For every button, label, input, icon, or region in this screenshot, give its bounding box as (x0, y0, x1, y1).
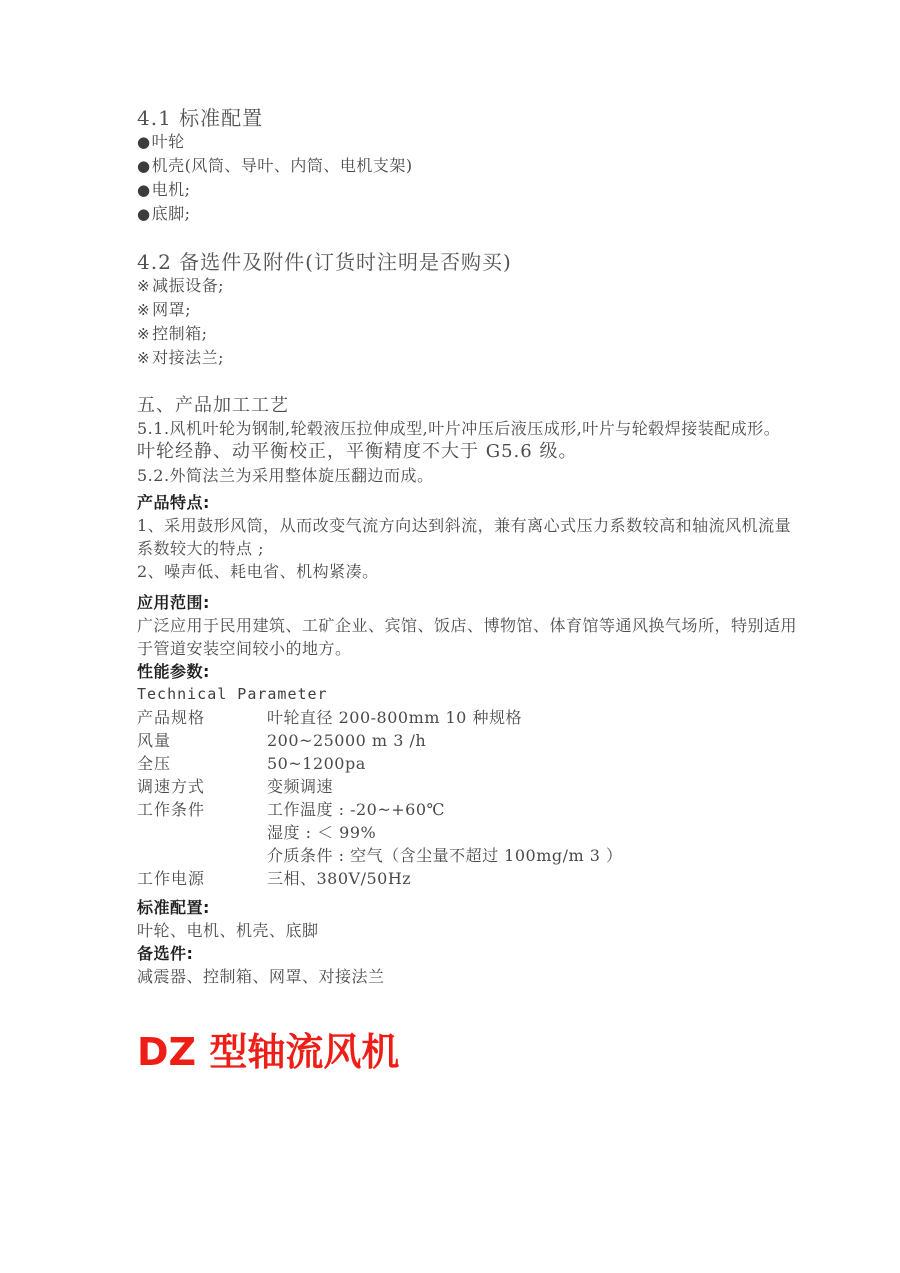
optional-parts-content: 减震器、控制箱、网罩、对接法兰 (137, 967, 385, 986)
param-label: 全压 (137, 754, 172, 773)
bullet-dot-icon: ● (137, 205, 151, 223)
bullet-dot-icon: ● (137, 157, 151, 175)
table-row (137, 706, 782, 729)
optional-parts-heading: 备选件: (137, 944, 194, 963)
param-label: 产品规格 (137, 708, 206, 727)
param-value: 变频调速 (267, 777, 334, 796)
paragraph-5-2: 5.2.外简法兰为采用整体旋压翻边而成。 (137, 466, 434, 485)
parameters-subheading: Technical Parameter (137, 685, 328, 703)
reference-mark-icon: ※ (137, 349, 151, 367)
document-content (137, 106, 798, 1074)
reference-mark-icon: ※ (137, 325, 151, 343)
section-42-heading: 4.2 备选件及附件(订货时注明是否购买) (137, 250, 512, 274)
application-line: 于管道安装空间较小的地方。 (137, 639, 352, 658)
list-item (137, 202, 782, 226)
list-item-label: 控制箱; (152, 324, 208, 343)
list-item-label: 电机; (151, 180, 191, 199)
bullet-dot-icon: ● (137, 181, 151, 199)
parameters-heading: 性能参数: (137, 662, 210, 681)
reference-mark-icon: ※ (137, 301, 151, 319)
param-value: 三相、380V/50Hz (267, 869, 412, 888)
param-label (137, 821, 267, 844)
table-row (137, 752, 782, 775)
bullet-dot-icon: ● (137, 133, 151, 151)
section-41-heading: 4.1 标准配置 (137, 106, 264, 130)
paragraph-5-1-continued: 叶轮经静、动平衡校正，平衡精度不大于 G5.6 级。 (137, 441, 578, 462)
application-line: 广泛应用于民用建筑、工矿企业、宾馆、饭店、博物馆、体育馆等通风换气场所，特别适用 (137, 616, 798, 635)
list-item (137, 178, 782, 202)
list-item (137, 322, 782, 346)
table-row (137, 821, 782, 844)
table-row (137, 867, 782, 890)
list-item-label: 机壳(风筒、导叶、内筒、电机支架) (151, 156, 413, 175)
paragraph-5-1: 5.1.风机叶轮为钢制,轮毂液压拉伸成型,叶片冲压后液压成形,叶片与轮毂焊接装配成形。 (137, 419, 781, 438)
list-item-label: 减振设备; (152, 276, 224, 295)
table-row (137, 729, 782, 752)
application-heading: 应用范围: (137, 593, 210, 612)
list-item (137, 154, 782, 178)
list-item-label: 叶轮 (151, 132, 185, 151)
param-value: 工作温度 : -20~+60℃ (267, 800, 445, 819)
param-value: 50~1200pa (267, 754, 366, 773)
features-line: 1、采用鼓形风筒，从而改变气流方向达到斜流，兼有离心式压力系数较高和轴流风机流量 (137, 516, 792, 535)
standard-config-content: 叶轮、电机、机壳、底脚 (137, 921, 319, 940)
list-item-label: 对接法兰; (152, 348, 224, 367)
param-value: 200~25000 m 3 /h (267, 731, 427, 750)
table-row (137, 798, 782, 821)
param-label: 风量 (137, 731, 172, 750)
list-item (137, 346, 782, 370)
list-item-label: 底脚; (151, 204, 191, 223)
footer-product-title: DZ 型轴流风机 (137, 1030, 400, 1074)
table-row (137, 775, 782, 798)
param-label: 工作电源 (137, 869, 206, 888)
standard-config-heading: 标准配置: (137, 898, 210, 917)
features-heading: 产品特点: (137, 493, 210, 512)
param-label (137, 844, 267, 867)
features-line: 系数较大的特点 ; (137, 539, 264, 558)
list-item-label: 网罩; (152, 300, 191, 319)
table-row (137, 844, 782, 867)
reference-mark-icon: ※ (137, 277, 151, 295)
param-label: 工作条件 (137, 800, 206, 819)
param-value: 叶轮直径 200-800mm 10 种规格 (267, 708, 522, 727)
list-item (137, 130, 782, 154)
features-line: 2、噪声低、耗电省、机构紧凑。 (137, 562, 379, 581)
param-label: 调速方式 (137, 777, 206, 796)
list-item (137, 298, 782, 322)
param-value: 湿度 : ＜ 99% (267, 823, 377, 842)
list-item (137, 274, 782, 298)
param-value: 介质条件 : 空气（含尘量不超过 100mg/m 3 ） (267, 846, 623, 865)
section-5-heading: 五、产品加工工艺 (137, 395, 289, 416)
